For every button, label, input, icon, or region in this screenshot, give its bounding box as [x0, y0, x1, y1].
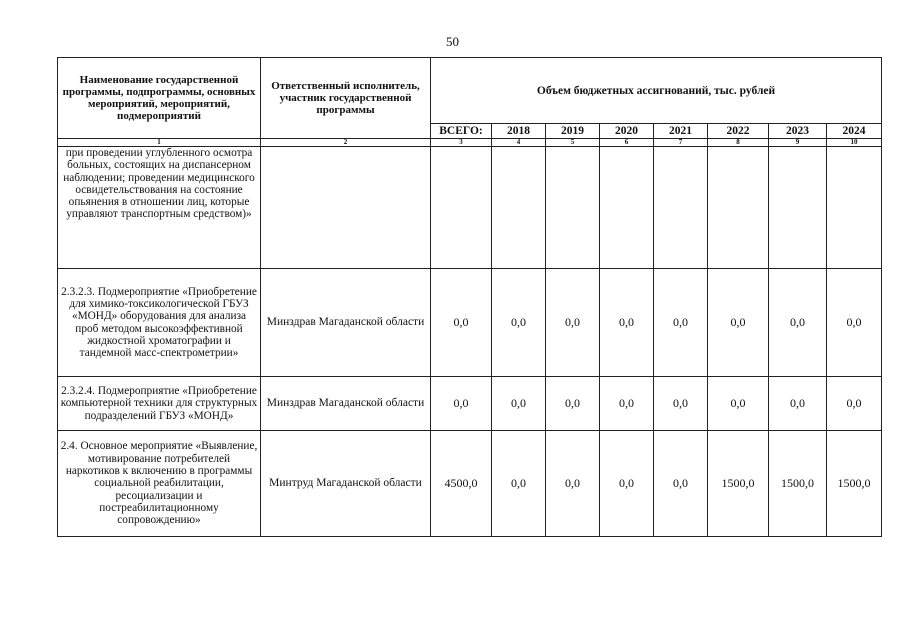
column-number: 6 [600, 139, 654, 147]
column-number: 1 [58, 139, 261, 147]
value-cell: 0,0 [431, 377, 492, 431]
value-cell: 1500,0 [708, 431, 769, 537]
value-cell: 0,0 [769, 269, 827, 377]
executor-cell: Минтруд Магаданской области [261, 431, 431, 537]
column-number: 5 [546, 139, 600, 147]
header-year: 2019 [546, 124, 600, 139]
value-cell: 0,0 [546, 431, 600, 537]
value-cell: 0,0 [600, 269, 654, 377]
value-cell [708, 147, 769, 269]
value-cell: 0,0 [654, 269, 708, 377]
executor-cell: Минздрав Магаданской области [261, 269, 431, 377]
value-cell [827, 147, 882, 269]
page-number: 50 [446, 34, 459, 49]
value-cell: 0,0 [600, 377, 654, 431]
value-cell: 1500,0 [769, 431, 827, 537]
header-year: 2023 [769, 124, 827, 139]
column-number: 3 [431, 139, 492, 147]
value-cell: 0,0 [431, 269, 492, 377]
program-name-cell: 2.3.2.3. Подмероприятие «Приобретение для химико-токсикологической ГБУЗ «МОНД» оборудования для анализа проб методом высокоэффективной жидкостной хроматографии и тандемной масс-спектрометрии» [58, 269, 261, 377]
value-cell [492, 147, 546, 269]
column-number: 8 [708, 139, 769, 147]
header-year: 2022 [708, 124, 769, 139]
column-number: 2 [261, 139, 431, 147]
header-year: 2024 [827, 124, 882, 139]
value-cell [654, 147, 708, 269]
header-total: ВСЕГО: [431, 124, 492, 139]
value-cell: 0,0 [654, 431, 708, 537]
column-number-row [58, 139, 882, 147]
header-year: 2021 [654, 124, 708, 139]
header-year: 2020 [600, 124, 654, 139]
header-year: 2018 [492, 124, 546, 139]
column-number: 10 [827, 139, 882, 147]
budget-table [57, 57, 882, 537]
value-cell: 0,0 [492, 269, 546, 377]
value-cell: 0,0 [654, 377, 708, 431]
value-cell [600, 147, 654, 269]
table-row [58, 431, 882, 537]
value-cell: 0,0 [769, 377, 827, 431]
column-number: 7 [654, 139, 708, 147]
value-cell: 4500,0 [431, 431, 492, 537]
column-number: 4 [492, 139, 546, 147]
program-name-cell: 2.4. Основное мероприятие «Выявление, мотивирование потребителей наркотиков к включению в программы социальной реабилитации, ресоциализации и постреабилитационному сопровождению» [58, 431, 261, 537]
value-cell [431, 147, 492, 269]
table-row [58, 147, 882, 269]
value-cell [546, 147, 600, 269]
value-cell: 0,0 [600, 431, 654, 537]
table-row [58, 269, 882, 377]
value-cell: 0,0 [827, 269, 882, 377]
value-cell: 0,0 [546, 269, 600, 377]
column-number: 9 [769, 139, 827, 147]
header-executor: Ответственный исполнитель, участник государственной программы [261, 58, 431, 139]
table-row [58, 377, 882, 431]
value-cell: 1500,0 [827, 431, 882, 537]
program-name-cell: 2.3.2.4. Подмероприятие «Приобретение компьютерной техники для структурных подразделений ГБУЗ «МОНД» [58, 377, 261, 431]
value-cell: 0,0 [546, 377, 600, 431]
value-cell [769, 147, 827, 269]
value-cell: 0,0 [492, 431, 546, 537]
program-name-cell: при проведении углубленного осмотра больных, состоящих на диспансерном наблюдении; проведении медицинского освидетельствования на состояние опьянения в отношении лиц, которые управляют транспортным средством)» [58, 147, 261, 269]
header-row [58, 58, 882, 124]
value-cell: 0,0 [708, 377, 769, 431]
value-cell: 0,0 [827, 377, 882, 431]
executor-cell: Минздрав Магаданской области [261, 377, 431, 431]
executor-cell [261, 147, 431, 269]
header-budget: Объем бюджетных ассигнований, тыс. рублей [431, 58, 882, 124]
value-cell: 0,0 [492, 377, 546, 431]
header-program-name: Наименование государственной программы, подпрограммы, основных мероприятий, мероприятий, подмероприятий [58, 58, 261, 139]
value-cell: 0,0 [708, 269, 769, 377]
